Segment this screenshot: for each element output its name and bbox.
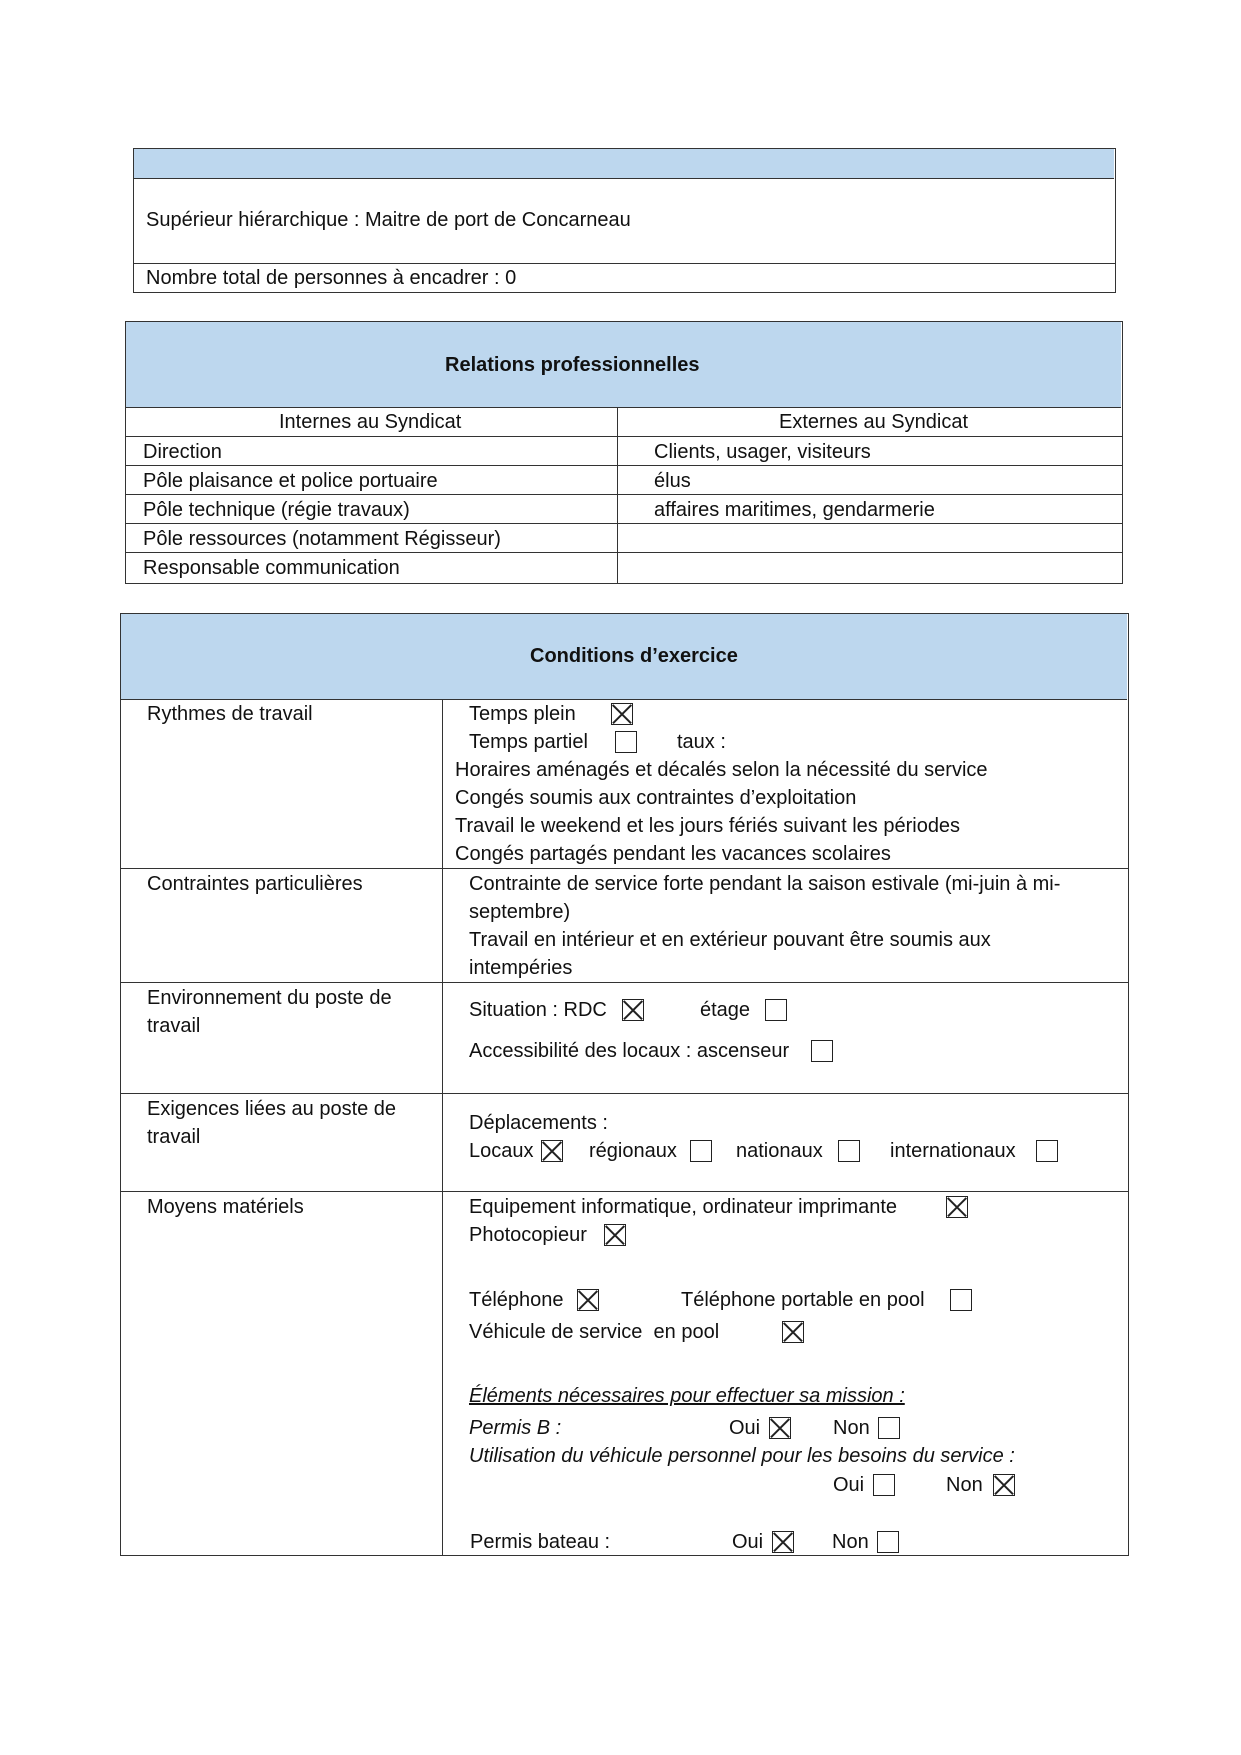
interne-cell: Direction: [143, 441, 222, 463]
moyens-label: Moyens matériels: [147, 1196, 304, 1218]
contraintes-line: intempéries: [469, 957, 573, 979]
conditions-title: Conditions d’exercice: [530, 645, 738, 667]
divider: [125, 523, 1123, 524]
photocopieur-label: Photocopieur: [469, 1224, 587, 1246]
locaux-label: Locaux: [469, 1140, 534, 1162]
permis-b-non-label: Non: [833, 1417, 870, 1439]
environnement-label: Environnement du poste de: [147, 987, 392, 1009]
vehicule-personnel-label: Utilisation du véhicule personnel pour les besoins du service :: [469, 1445, 1015, 1467]
interne-cell: Pôle ressources (notamment Régisseur): [143, 528, 501, 550]
vehicule-personnel-oui-checkbox[interactable]: [873, 1474, 895, 1496]
column-header-externes: Externes au Syndicat: [779, 411, 968, 433]
vehicule-personnel-oui-label: Oui: [833, 1474, 865, 1496]
rythmes-line: Horaires aménagés et décalés selon la nécessité du service: [455, 759, 988, 781]
vehicule-service-checkbox[interactable]: [782, 1321, 804, 1343]
nationaux-label: nationaux: [736, 1140, 823, 1162]
rythmes-label: Rythmes de travail: [147, 703, 313, 725]
contraintes-line: Travail en intérieur et en extérieur pouvant être soumis aux: [469, 929, 991, 951]
permis-bateau-non-label: Non: [832, 1531, 869, 1553]
permis-b-oui-checkbox[interactable]: [769, 1417, 791, 1439]
relations-column-divider: [617, 407, 618, 583]
exigences-label: travail: [147, 1126, 201, 1148]
interne-cell: Pôle plaisance et police portuaire: [143, 470, 438, 492]
externe-cell: élus: [654, 470, 691, 492]
telephone-portable-checkbox[interactable]: [950, 1289, 972, 1311]
vehicule-personnel-non-checkbox[interactable]: [993, 1474, 1015, 1496]
telephone-checkbox[interactable]: [577, 1289, 599, 1311]
supervisor-table-header: [134, 149, 1114, 179]
temps-partiel-label: Temps partiel: [469, 731, 588, 753]
internationaux-label: internationaux: [890, 1140, 1016, 1162]
ascenseur-checkbox[interactable]: [811, 1040, 833, 1062]
temps-partiel-checkbox[interactable]: [615, 731, 637, 753]
contraintes-line: Contrainte de service forte pendant la saison estivale (mi-juin à mi-: [469, 873, 1061, 895]
nationaux-checkbox[interactable]: [838, 1140, 860, 1162]
conditions-table: [120, 613, 1129, 1556]
temps-plein-label: Temps plein: [469, 703, 576, 725]
rythmes-line: Congés soumis aux contraintes d’exploitation: [455, 787, 857, 809]
superieur-hierarchique: Supérieur hiérarchique : Maitre de port de Concarneau: [146, 209, 631, 231]
telephone-label: Téléphone: [469, 1289, 564, 1311]
relations-title: Relations professionnelles: [445, 354, 700, 376]
exigences-label: Exigences liées au poste de: [147, 1098, 397, 1120]
vehicule-personnel-non-label: Non: [946, 1474, 983, 1496]
regionaux-label: régionaux: [589, 1140, 677, 1162]
internationaux-checkbox[interactable]: [1036, 1140, 1058, 1162]
contraintes-label: Contraintes particulières: [147, 873, 363, 895]
deplacements-label: Déplacements :: [469, 1112, 608, 1134]
permis-bateau-oui-checkbox[interactable]: [772, 1531, 794, 1553]
equipement-label: Equipement informatique, ordinateur imprimante: [469, 1196, 897, 1218]
permis-b-oui-label: Oui: [729, 1417, 761, 1439]
taux-label: taux :: [677, 731, 726, 753]
column-header-internes: Internes au Syndicat: [279, 411, 462, 433]
interne-cell: Responsable communication: [143, 557, 400, 579]
interne-cell: Pôle technique (régie travaux): [143, 499, 410, 521]
vehicule-service-label: Véhicule de service en pool: [469, 1321, 720, 1343]
divider: [120, 982, 1129, 983]
rdc-checkbox[interactable]: [622, 999, 644, 1021]
regionaux-checkbox[interactable]: [690, 1140, 712, 1162]
divider: [125, 465, 1123, 466]
permis-b-non-checkbox[interactable]: [878, 1417, 900, 1439]
divider: [125, 494, 1123, 495]
divider: [120, 1191, 1129, 1192]
situation-label: Situation : RDC: [469, 999, 607, 1021]
divider: [120, 868, 1129, 869]
externe-cell: Clients, usager, visiteurs: [654, 441, 871, 463]
environnement-label: travail: [147, 1015, 201, 1037]
divider: [125, 436, 1123, 437]
permis-bateau-oui-label: Oui: [732, 1531, 764, 1553]
locaux-checkbox[interactable]: [541, 1140, 563, 1162]
divider: [120, 1093, 1129, 1094]
elements-necessaires-title: Éléments nécessaires pour effectuer sa mission :: [469, 1385, 905, 1407]
etage-checkbox[interactable]: [765, 999, 787, 1021]
contraintes-line: septembre): [469, 901, 571, 923]
accessibilite-label: Accessibilité des locaux : ascenseur: [469, 1040, 790, 1062]
conditions-column-divider: [442, 699, 443, 1556]
equipement-checkbox[interactable]: [946, 1196, 968, 1218]
etage-label: étage: [700, 999, 751, 1021]
divider: [133, 263, 1116, 264]
permis-b-label: Permis B :: [469, 1417, 562, 1439]
temps-plein-checkbox[interactable]: [611, 703, 633, 725]
divider: [125, 552, 1123, 553]
rythmes-line: Travail le weekend et les jours fériés suivant les périodes: [455, 815, 961, 837]
photocopieur-checkbox[interactable]: [604, 1224, 626, 1246]
permis-bateau-non-checkbox[interactable]: [877, 1531, 899, 1553]
externe-cell: affaires maritimes, gendarmerie: [654, 499, 935, 521]
permis-bateau-label: Permis bateau :: [470, 1531, 611, 1553]
telephone-portable-label: Téléphone portable en pool: [681, 1289, 925, 1311]
nombre-personnes-encadrer: Nombre total de personnes à encadrer : 0: [146, 267, 517, 289]
rythmes-line: Congés partagés pendant les vacances scolaires: [455, 843, 891, 865]
